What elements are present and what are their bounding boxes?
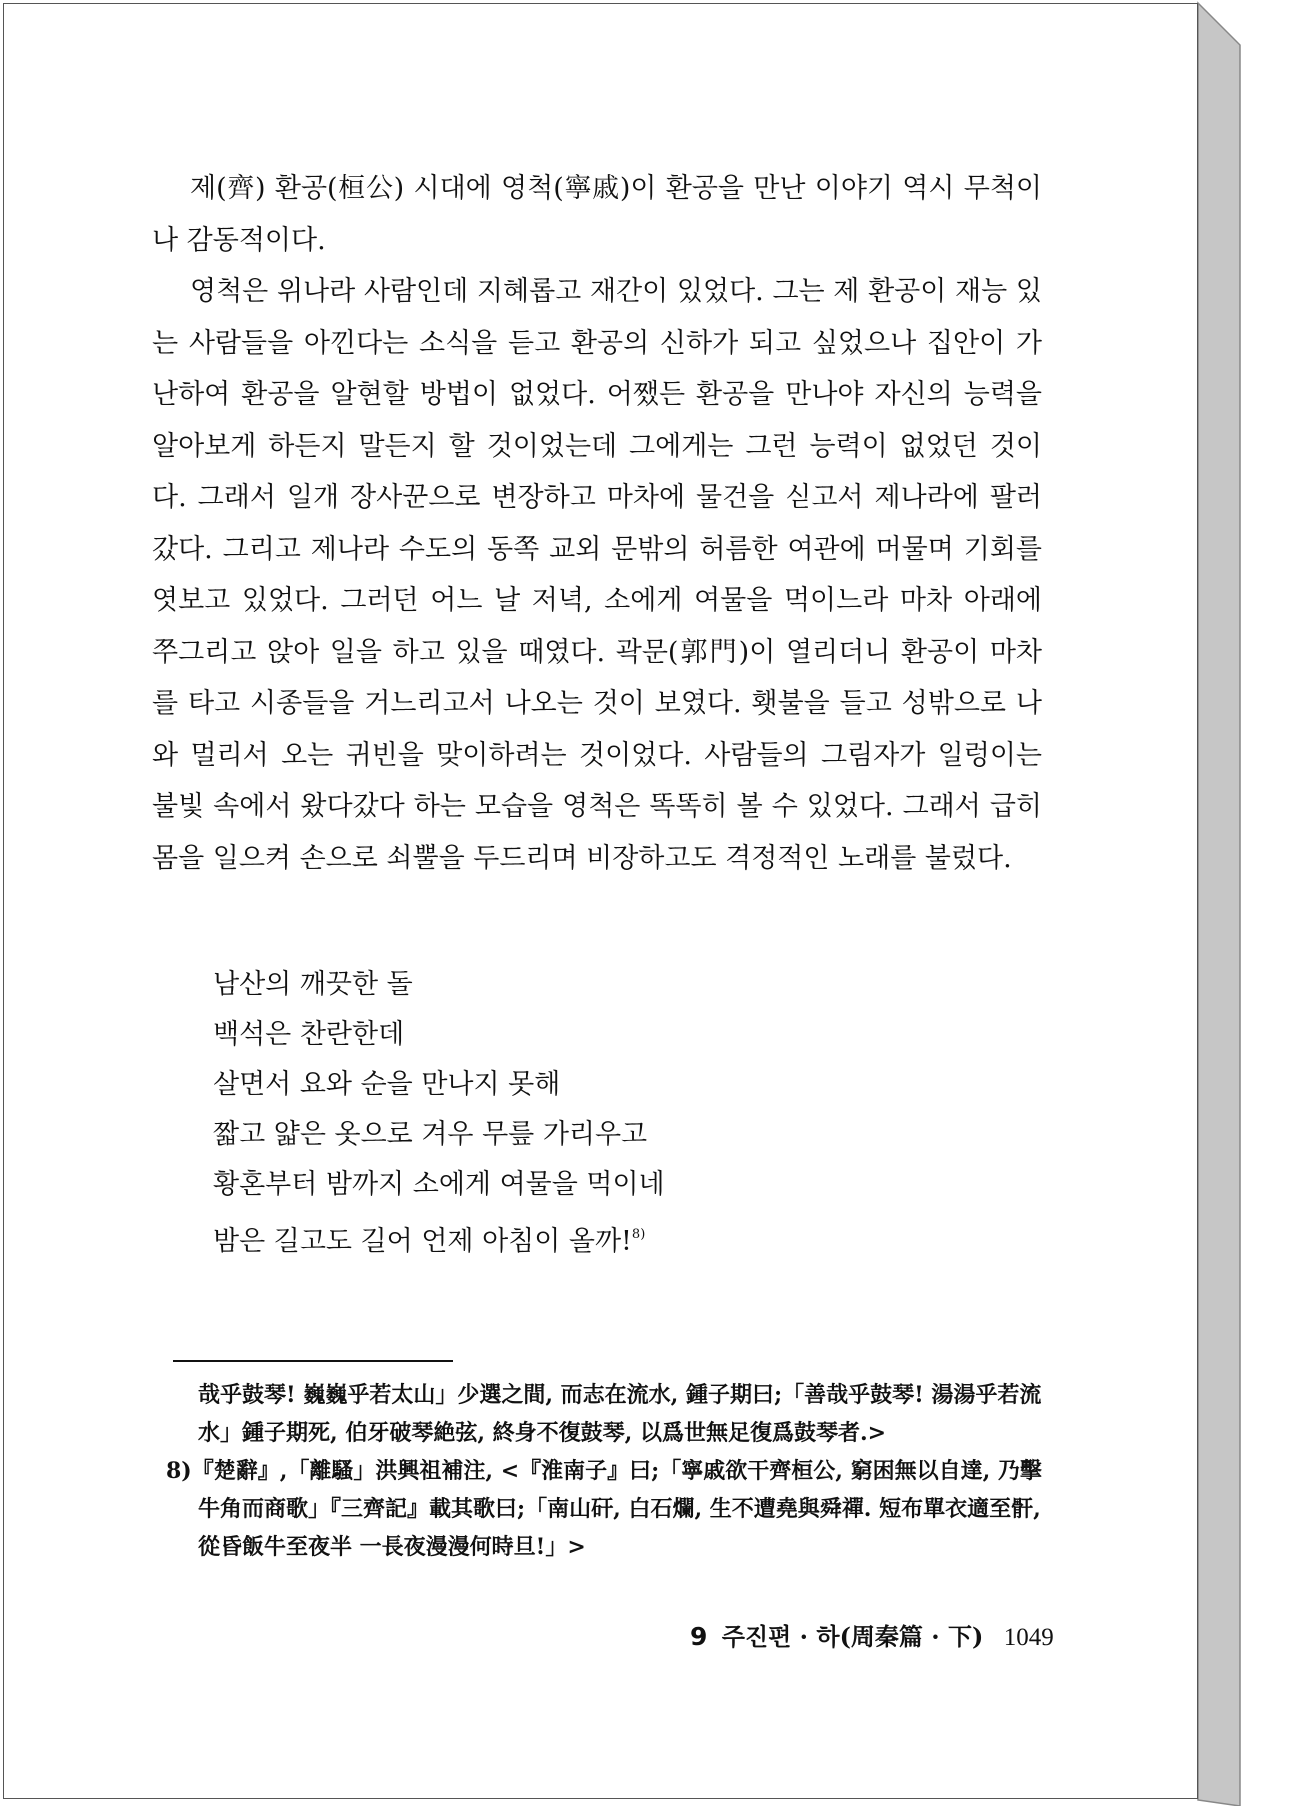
poem-line: 밤은 길고도 길어 언제 아침이 올까!	[213, 1226, 632, 1257]
running-footer	[690, 1617, 1054, 1652]
poem-line: 백석은 찬란한데	[213, 1019, 405, 1050]
footnote-continuation: 哉乎鼓琴! 巍巍乎若太山」少選之間, 而志在流水, 鍾子期曰;「善哉乎鼓琴! 湯湯乎若流水」鍾子期死, 伯牙破琴絶弦, 終身不復鼓琴, 以爲世無足復爲鼓琴者.>	[198, 1382, 1042, 1446]
paragraph: 제(齊) 환공(桓公) 시대에 영척(寧戚)이 환공을 만난 이야기 역시 무척이나 감동적이다.	[152, 173, 1042, 256]
poem-line: 황혼부터 밤까지 소에게 여물을 먹이네	[213, 1169, 665, 1200]
poem-line: 남산의 깨끗한 돌	[213, 969, 413, 1000]
footnotes	[166, 1376, 1056, 1566]
body-text	[152, 163, 1042, 884]
footnote-divider	[173, 1360, 453, 1362]
poem	[213, 960, 913, 1267]
chapter-number: 9	[690, 1622, 708, 1651]
poem-line: 살면서 요와 순을 만나지 못해	[213, 1069, 561, 1100]
footnote-reference: 8)	[631, 1227, 646, 1242]
footnote-8: 8)『楚辭』,「離騷」洪興祖補注, <『淮南子』曰;「寧戚欲干齊桓公, 窮困無以自達, 乃擊牛角而商歌」『三齊記』載其歌曰;「南山矸, 白石爛, 生不遭堯與舜禪. 短布單衣適至骭, 從昏飯牛至夜半 一長夜漫漫何時旦!」>	[166, 1458, 1042, 1560]
chapter-title: 주진편 · 하(周秦篇 · 下)	[721, 1622, 984, 1651]
page-number: 1049	[1003, 1624, 1054, 1651]
paragraph: 영척은 위나라 사람인데 지혜롭고 재간이 있었다. 그는 제 환공이 재능 있는 사람들을 아낀다는 소식을 듣고 환공의 신하가 되고 싶었으나 집안이 가난하여 환공을 알현할 방법이 없었다. 어쨌든 환공을 만나야 자신의 능력을 알아보게 하든지 말든지 할 것이었는데 그에게는 그런 능력이 없었던 것이다. 그래서 일개 장사꾼으로 변장하고 마차에 물건을 싣고서 제나라에 팔러 갔다. 그리고 제나라 수도의 동쪽 교외 문밖의 허름한 여관에 머물며 기회를 엿보고 있었다. 그러던 어느 날 저녁, 소에게 여물을 먹이느라 마차 아래에 쭈그리고 앉아 일을 하고 있을 때였다. 곽문(郭門)이 열리더니 환공이 마차를 타고 시종들을 거느리고서 나오는 것이 보였다. 횃불을 들고 성밖으로 나와 멀리서 오는 귀빈을 맞이하려는 것이었다. 사람들의 그림자가 일렁이는 불빛 속에서 왔다갔다 하는 모습을 영척은 똑똑히 볼 수 있었다. 그래서 급히 몸을 일으켜 손으로 쇠뿔을 두드리며 비장하고도 격정적인 노래를 불렀다.	[152, 276, 1042, 874]
poem-line-last	[213, 1210, 913, 1267]
poem-line: 짧고 얇은 옷으로 겨우 무릎 가리우고	[213, 1119, 648, 1150]
